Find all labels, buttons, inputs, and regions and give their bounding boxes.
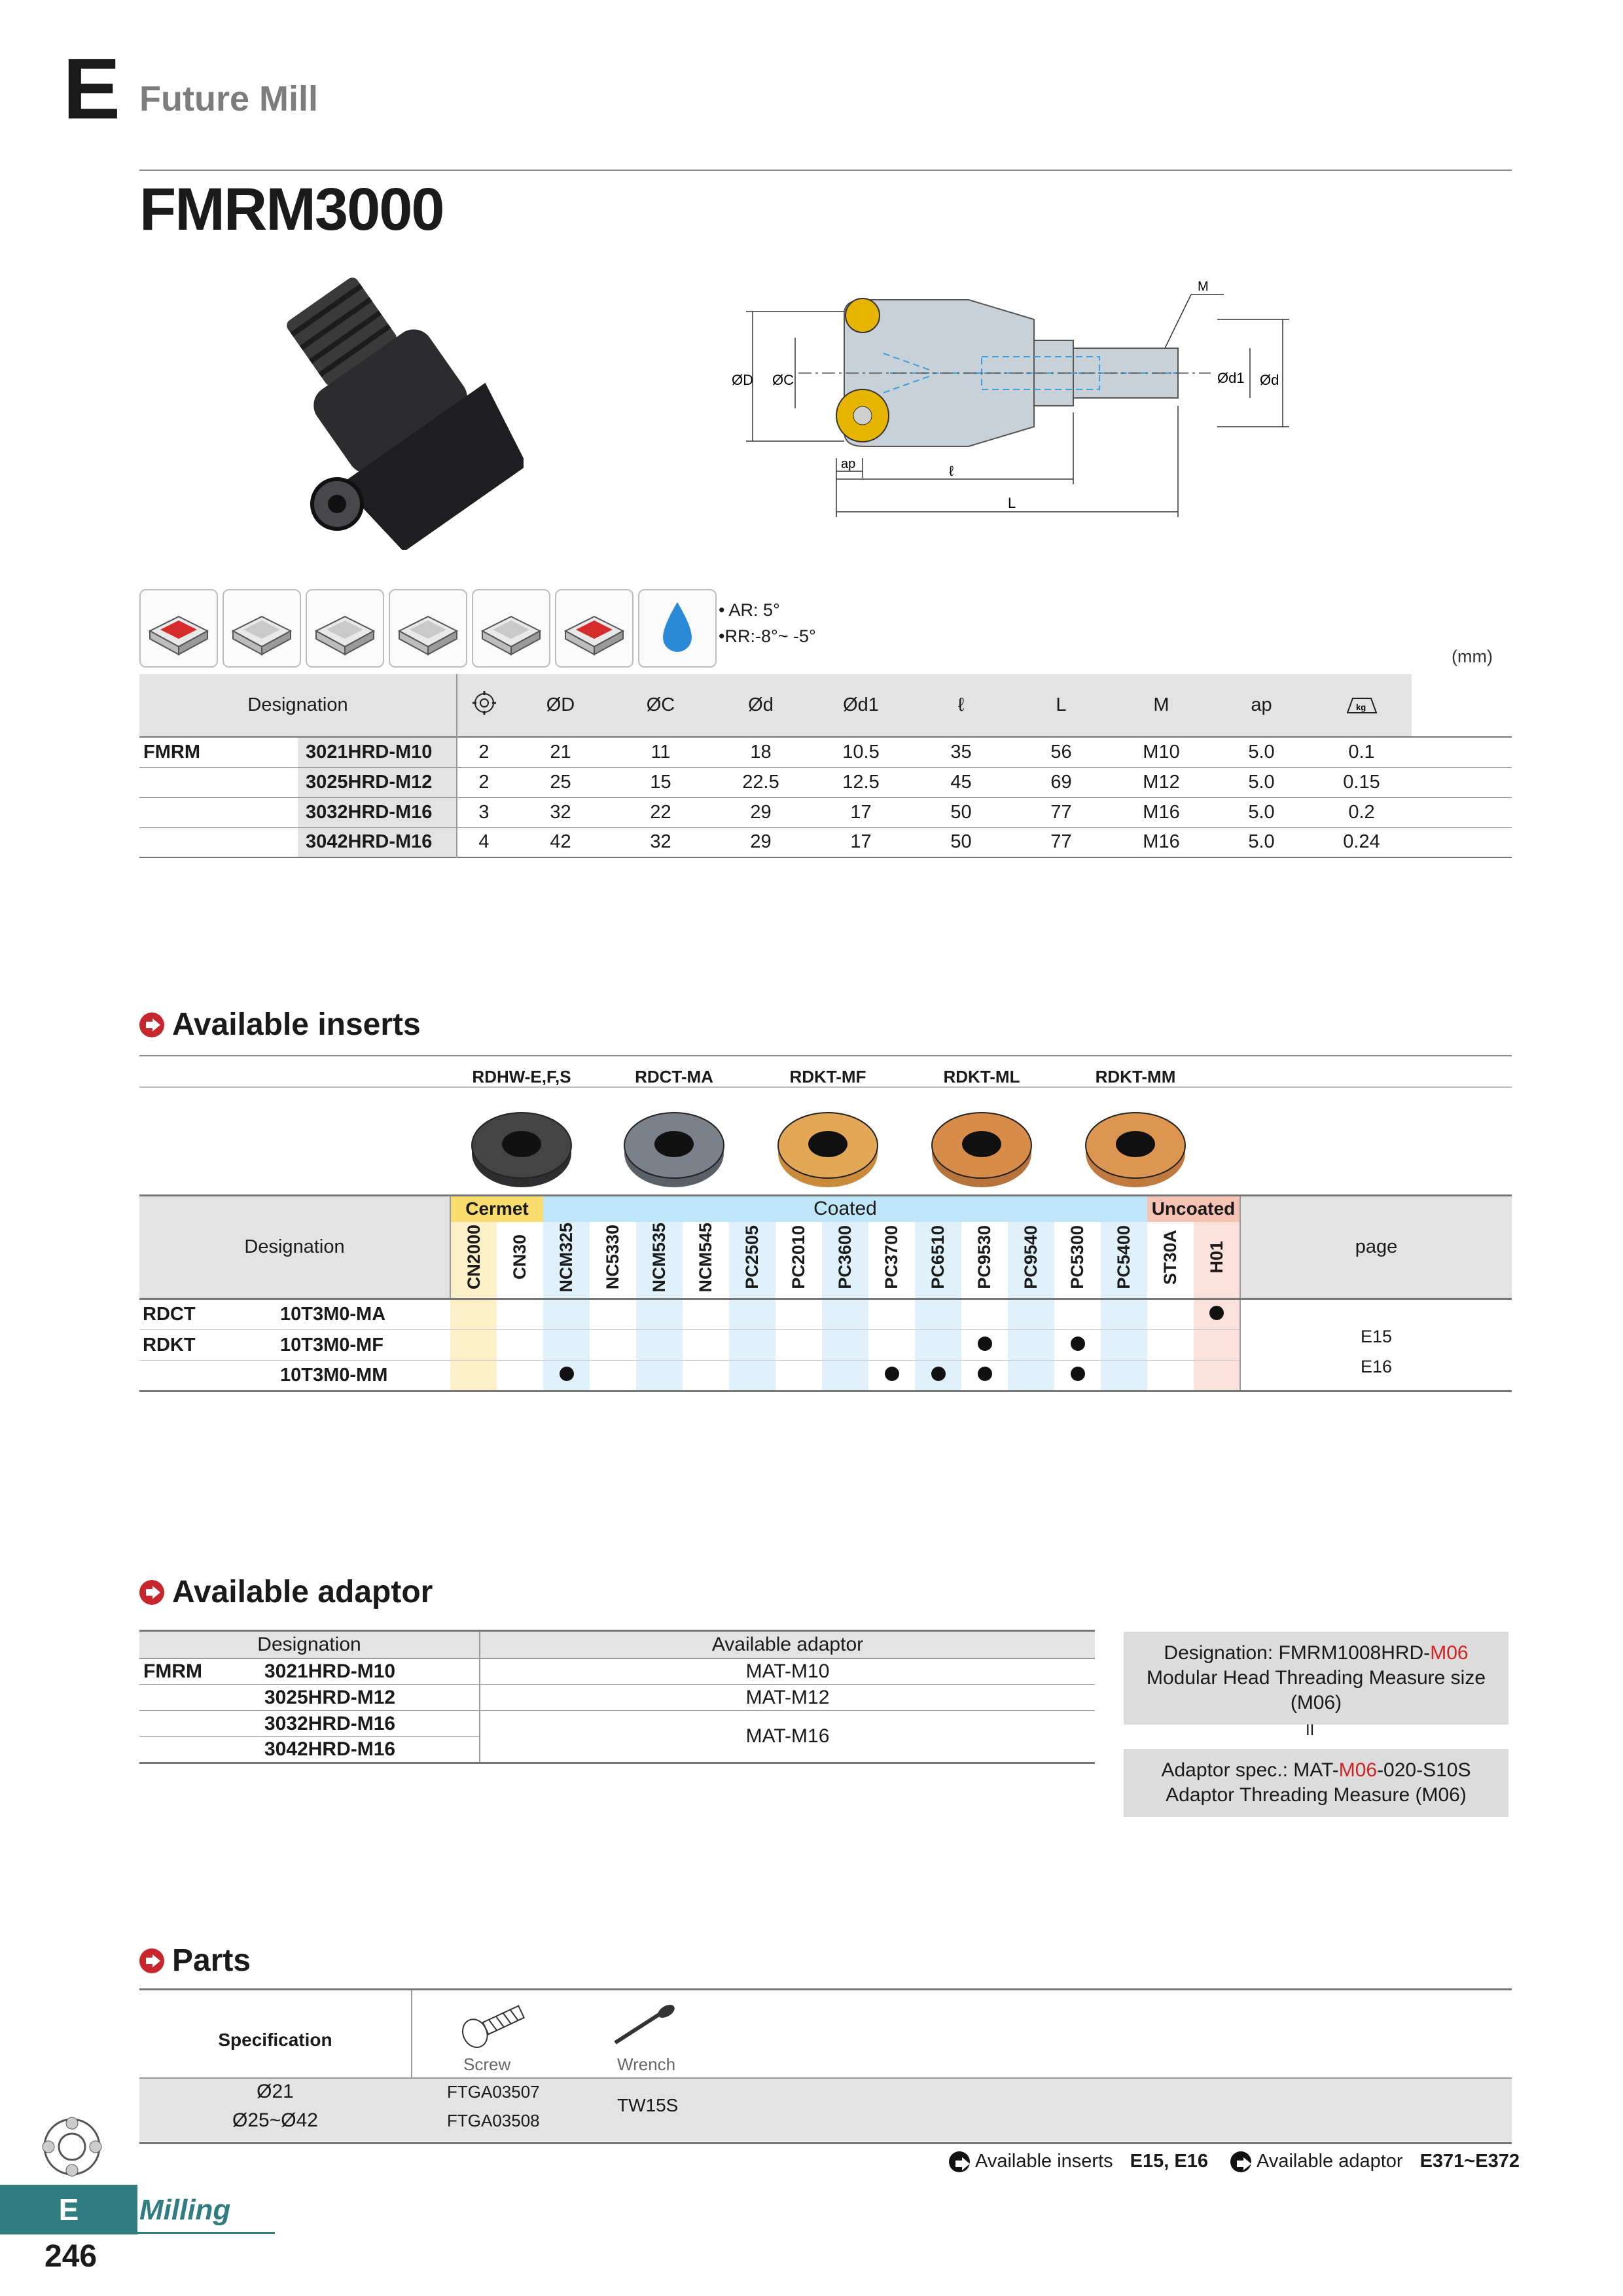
screw-label: Screw bbox=[463, 2054, 511, 2074]
grade-cell bbox=[636, 1361, 683, 1391]
insert-type-label: RDHW-E,F,S bbox=[472, 1067, 571, 1086]
spec-cell-M: M12 bbox=[1143, 771, 1180, 793]
wrench-label: Wrench bbox=[617, 2054, 676, 2074]
screw-icon bbox=[454, 2002, 532, 2048]
grade-header: PC5400 bbox=[1101, 1222, 1147, 1299]
grade-cell bbox=[961, 1330, 1008, 1361]
spec-cell-D: 32 bbox=[550, 801, 571, 823]
grade-header: PC9530 bbox=[974, 1225, 994, 1289]
grade-cell bbox=[497, 1299, 543, 1330]
grade-header: PC2505 bbox=[729, 1222, 776, 1299]
insert-type-label: RDKT-ML bbox=[943, 1067, 1020, 1086]
dim-label-l: ℓ bbox=[949, 463, 954, 479]
inserts-divider bbox=[139, 1055, 1512, 1056]
spec-cell-d: 29 bbox=[750, 831, 772, 853]
grade-cell bbox=[590, 1330, 636, 1361]
spec-cell-kg: 0.2 bbox=[1348, 801, 1375, 823]
grade-cell bbox=[1054, 1299, 1101, 1330]
footer-adaptor-label: Available adaptor bbox=[1257, 2151, 1403, 2172]
grade-cell bbox=[915, 1299, 961, 1330]
arrow-circle-icon bbox=[1230, 2151, 1251, 2172]
spec-cell-D: 42 bbox=[550, 831, 571, 853]
plunging-icon bbox=[472, 589, 550, 668]
availability-dot bbox=[978, 1367, 992, 1381]
grade-header: H01 bbox=[1194, 1222, 1240, 1299]
grade-cell bbox=[729, 1299, 776, 1330]
page-ref[interactable]: E16 bbox=[1360, 1356, 1393, 1376]
spec-cell-d: 29 bbox=[750, 801, 772, 823]
spec-table bbox=[139, 674, 1512, 858]
section-title: Future Mill bbox=[139, 79, 318, 118]
spec-cell-l: 50 bbox=[950, 831, 972, 853]
adaptor-heading: Available adaptor bbox=[139, 1574, 433, 1610]
arrow-circle-icon bbox=[139, 1580, 164, 1605]
dim-label-ap: ap bbox=[841, 457, 856, 471]
uncoated-header: Uncoated bbox=[1147, 1196, 1240, 1222]
grade-cell bbox=[776, 1330, 822, 1361]
page-ref[interactable]: E15 bbox=[1360, 1326, 1393, 1346]
slotting-icon bbox=[306, 589, 384, 668]
grade-page-refs bbox=[1240, 1299, 1512, 1391]
spec-group bbox=[139, 767, 298, 797]
section-tab-label: Milling bbox=[139, 2194, 231, 2226]
grade-cell bbox=[1054, 1330, 1101, 1361]
col-d: Ød bbox=[748, 694, 774, 715]
insert-image bbox=[466, 1100, 577, 1191]
grade-cell bbox=[776, 1299, 822, 1330]
grade-header: PC2010 bbox=[789, 1225, 808, 1289]
grade-cell bbox=[822, 1299, 868, 1330]
parts-spec-list bbox=[139, 2077, 411, 2135]
spec-cell-d1: 10.5 bbox=[842, 741, 880, 762]
spec-cell-ap: 5.0 bbox=[1248, 801, 1275, 823]
angle-info bbox=[719, 597, 816, 649]
grade-header: ST30A bbox=[1160, 1229, 1180, 1285]
spec-cell-L: 77 bbox=[1050, 801, 1072, 823]
grade-cell bbox=[590, 1361, 636, 1391]
adaptor-col-adaptor: Available adaptor bbox=[711, 1633, 864, 1655]
grade-cell bbox=[868, 1361, 915, 1391]
spec-row bbox=[139, 827, 1512, 857]
grade-cell bbox=[683, 1330, 729, 1361]
spec-group: FMRM bbox=[143, 741, 200, 762]
grade-cell bbox=[450, 1330, 497, 1361]
grade-cell bbox=[915, 1361, 961, 1391]
adaptor-col-designation: Designation bbox=[139, 1631, 480, 1659]
parts-spec-label: Specification bbox=[218, 2030, 332, 2050]
grade-row-code: 10T3M0-MA bbox=[280, 1304, 386, 1325]
grade-cell bbox=[636, 1330, 683, 1361]
page-title: FMRM3000 bbox=[139, 176, 444, 243]
grade-designation-header: Designation bbox=[139, 1196, 450, 1299]
dim-label-d: Ød bbox=[1260, 372, 1279, 388]
spec-cell-M: M16 bbox=[1143, 831, 1180, 853]
product-photo bbox=[249, 275, 524, 550]
dim-label-D: ØD bbox=[732, 372, 753, 388]
insert-grade-table bbox=[139, 1194, 1512, 1392]
insert-image bbox=[1080, 1100, 1191, 1191]
grade-cell bbox=[868, 1330, 915, 1361]
technical-drawing bbox=[720, 275, 1322, 524]
spec-cell-kg: 0.1 bbox=[1348, 741, 1375, 762]
grade-header: PC3600 bbox=[822, 1222, 868, 1299]
col-L: L bbox=[1056, 694, 1067, 715]
section-letter: E bbox=[63, 41, 121, 137]
grade-cell bbox=[822, 1361, 868, 1391]
adaptor-row-code: 3021HRD-M10 bbox=[264, 1659, 480, 1685]
parts-spec-value: Ø21 bbox=[257, 2081, 294, 2102]
grade-header: PC9540 bbox=[1008, 1222, 1054, 1299]
spec-cell-z: 2 bbox=[478, 741, 490, 762]
spec-cell-z: 3 bbox=[478, 801, 490, 823]
spec-code: 3025HRD-M12 bbox=[298, 767, 457, 797]
radial-rake-text: •RR:-8°~ -5° bbox=[719, 626, 816, 646]
grade-cell bbox=[868, 1299, 915, 1330]
col-D: ØD bbox=[546, 694, 575, 715]
footer-adaptor-pages: E371~E372 bbox=[1419, 2151, 1520, 2172]
svg-text:kg: kg bbox=[1355, 702, 1366, 712]
page-header: page bbox=[1240, 1196, 1512, 1299]
spec-cell-C: 22 bbox=[650, 801, 671, 823]
footer-inserts-pages: E15, E16 bbox=[1130, 2151, 1208, 2172]
grade-row bbox=[139, 1299, 1512, 1330]
grade-header: PC6510 bbox=[915, 1222, 961, 1299]
parts-wrench-value: TW15S bbox=[617, 2095, 679, 2115]
spec-cell-C: 32 bbox=[650, 831, 671, 853]
weight-icon bbox=[1311, 674, 1412, 737]
spec-cell-l: 45 bbox=[950, 771, 972, 793]
grade-cell bbox=[1194, 1299, 1240, 1330]
grade-cell bbox=[1194, 1361, 1240, 1391]
teeth-icon bbox=[457, 674, 510, 737]
adaptor-value: MAT-M12 bbox=[745, 1686, 830, 1708]
spec-cell-L: 69 bbox=[1050, 771, 1072, 793]
spec-code: 3042HRD-M16 bbox=[298, 827, 457, 857]
spec-cell-kg: 0.15 bbox=[1343, 771, 1380, 793]
parts-heading: Parts bbox=[139, 1943, 251, 1979]
grade-cell bbox=[1008, 1330, 1054, 1361]
grade-header: NCM545 bbox=[696, 1222, 715, 1293]
grade-cell bbox=[590, 1299, 636, 1330]
grade-cell bbox=[961, 1361, 1008, 1391]
section-tab-underline bbox=[137, 2232, 275, 2234]
coated-header: Coated bbox=[543, 1196, 1147, 1222]
grade-cell bbox=[1101, 1330, 1147, 1361]
col-M: M bbox=[1153, 694, 1169, 715]
spec-cell-L: 77 bbox=[1050, 831, 1072, 853]
availability-dot bbox=[560, 1367, 574, 1381]
grade-cell bbox=[729, 1330, 776, 1361]
availability-dot bbox=[931, 1367, 946, 1381]
inserts-heading: Available inserts bbox=[139, 1007, 421, 1043]
spec-cell-ap: 5.0 bbox=[1248, 741, 1275, 762]
grade-header: NCM535 bbox=[636, 1222, 683, 1299]
shoulder-milling-icon bbox=[223, 589, 301, 668]
grade-cell bbox=[961, 1299, 1008, 1330]
parts-table bbox=[139, 1988, 1512, 2144]
grade-cell bbox=[636, 1299, 683, 1330]
spec-cell-l: 35 bbox=[950, 741, 972, 762]
face-milling-icon bbox=[139, 589, 218, 668]
spec-cell-D: 21 bbox=[550, 741, 571, 762]
grade-cell bbox=[1008, 1299, 1054, 1330]
adaptor-row-code: 3025HRD-M12 bbox=[264, 1685, 480, 1711]
grade-cell bbox=[543, 1361, 590, 1391]
grade-cell bbox=[1008, 1361, 1054, 1391]
equals-sign: II bbox=[1306, 1721, 1315, 1739]
grade-cell bbox=[497, 1361, 543, 1391]
availability-dot bbox=[885, 1367, 899, 1381]
parts-screw-value: FTGA03507 bbox=[447, 2082, 540, 2102]
axial-rake-text: • AR: 5° bbox=[719, 600, 780, 620]
grade-row-code: 10T3M0-MF bbox=[280, 1334, 383, 1355]
spec-cell-d1: 17 bbox=[850, 801, 872, 823]
arrow-circle-icon bbox=[949, 2151, 970, 2172]
grade-cell bbox=[915, 1330, 961, 1361]
grade-cell bbox=[543, 1299, 590, 1330]
grade-cell bbox=[1054, 1361, 1101, 1391]
grade-cell bbox=[1101, 1299, 1147, 1330]
spec-cell-l: 50 bbox=[950, 801, 972, 823]
col-d1: Ød1 bbox=[843, 694, 879, 715]
spec-code: 3032HRD-M16 bbox=[298, 797, 457, 827]
section-tab[interactable]: E bbox=[0, 2185, 137, 2234]
adaptor-row-code: 3042HRD-M16 bbox=[264, 1737, 480, 1763]
parts-screw-value: FTGA03508 bbox=[447, 2111, 540, 2130]
spec-code: 3021HRD-M10 bbox=[298, 737, 457, 767]
grade-header: PC3700 bbox=[882, 1225, 901, 1289]
adaptor-spec-note: Adaptor spec.: MAT-M06-020-S10S Adaptor Threading Measure (M06) bbox=[1124, 1749, 1508, 1817]
grade-cell bbox=[729, 1361, 776, 1391]
spec-cell-d1: 17 bbox=[850, 831, 872, 853]
adaptor-row-code: 3032HRD-M16 bbox=[264, 1711, 480, 1737]
insert-image bbox=[772, 1100, 883, 1191]
adaptor-group: FMRM bbox=[143, 1660, 202, 1682]
grade-cell bbox=[776, 1361, 822, 1391]
availability-dot bbox=[1071, 1367, 1085, 1381]
insert-type-label: RDCT-MA bbox=[635, 1067, 713, 1086]
grade-row-type: RDCT bbox=[143, 1304, 196, 1325]
spec-cell-z: 2 bbox=[478, 771, 490, 793]
page-number: 246 bbox=[45, 2239, 98, 2274]
grade-cell bbox=[1101, 1361, 1147, 1391]
grade-cell bbox=[450, 1299, 497, 1330]
insert-image bbox=[618, 1100, 730, 1191]
footer-adaptor-link[interactable] bbox=[1230, 2151, 1520, 2172]
availability-dot bbox=[1209, 1306, 1224, 1320]
grade-header: CN30 bbox=[510, 1234, 529, 1280]
designation-note: Designation: FMRM1008HRD-M06 Modular Head Threading Measure size (M06) bbox=[1124, 1632, 1508, 1725]
col-ap: ap bbox=[1251, 694, 1272, 715]
availability-dot bbox=[1071, 1336, 1085, 1351]
grade-cell bbox=[683, 1299, 729, 1330]
insert-type-label: RDKT-MF bbox=[789, 1067, 866, 1086]
col-designation: Designation bbox=[139, 674, 457, 737]
grade-row-code: 10T3M0-MM bbox=[280, 1365, 388, 1386]
parts-spec-value: Ø25~Ø42 bbox=[232, 2109, 318, 2131]
spec-cell-D: 25 bbox=[550, 771, 571, 793]
coolant-icon bbox=[638, 589, 717, 668]
adaptor-value: MAT-M10 bbox=[745, 1660, 830, 1682]
dim-label-L: L bbox=[1008, 495, 1016, 511]
col-C: ØC bbox=[646, 694, 675, 715]
arrow-circle-icon bbox=[139, 1948, 164, 1973]
grade-header: NC5330 bbox=[603, 1225, 622, 1290]
footer-inserts-label: Available inserts bbox=[975, 2151, 1113, 2172]
grade-cell bbox=[543, 1330, 590, 1361]
spec-row bbox=[139, 797, 1512, 827]
availability-dot bbox=[978, 1336, 992, 1351]
arrow-circle-icon bbox=[139, 1013, 164, 1037]
spec-cell-M: M16 bbox=[1143, 801, 1180, 823]
spec-row bbox=[139, 737, 1512, 767]
cermet-header: Cermet bbox=[450, 1196, 543, 1222]
grade-cell bbox=[1147, 1330, 1194, 1361]
grade-cell bbox=[822, 1330, 868, 1361]
footer-inserts-link[interactable] bbox=[949, 2151, 1208, 2172]
grade-header: PC5300 bbox=[1067, 1225, 1087, 1289]
spec-cell-M: M10 bbox=[1143, 741, 1180, 762]
unit-label: (mm) bbox=[1452, 647, 1493, 666]
pocketing-icon bbox=[389, 589, 467, 668]
grade-header: CN2000 bbox=[450, 1222, 497, 1299]
header-divider bbox=[139, 170, 1512, 171]
dim-label-d1: Ød1 bbox=[1217, 370, 1245, 386]
dim-label-C: ØC bbox=[772, 372, 794, 388]
spec-cell-C: 11 bbox=[651, 741, 671, 762]
dim-label-M: M bbox=[1198, 279, 1209, 294]
spec-group bbox=[139, 797, 298, 827]
spec-cell-kg: 0.24 bbox=[1343, 831, 1380, 853]
spec-cell-d: 22.5 bbox=[742, 771, 779, 793]
col-l: ℓ bbox=[957, 694, 965, 715]
adaptor-value: MAT-M16 bbox=[745, 1725, 830, 1747]
insert-image bbox=[926, 1100, 1037, 1191]
spec-cell-L: 56 bbox=[1050, 741, 1072, 762]
grade-cell bbox=[497, 1330, 543, 1361]
spec-cell-d: 18 bbox=[750, 741, 772, 762]
grade-cell bbox=[450, 1361, 497, 1391]
spec-cell-C: 15 bbox=[650, 771, 671, 793]
milling-cutter-icon bbox=[39, 2114, 105, 2179]
grade-cell bbox=[1147, 1299, 1194, 1330]
grade-cell bbox=[1147, 1361, 1194, 1391]
adaptor-table bbox=[139, 1630, 1095, 1764]
spec-cell-d1: 12.5 bbox=[842, 771, 880, 793]
grade-header: NCM325 bbox=[543, 1222, 590, 1299]
grade-cell bbox=[683, 1361, 729, 1391]
insert-type-label: RDKT-MM bbox=[1095, 1067, 1176, 1086]
spec-cell-ap: 5.0 bbox=[1248, 831, 1275, 853]
spec-cell-ap: 5.0 bbox=[1248, 771, 1275, 793]
grade-cell bbox=[1194, 1330, 1240, 1361]
grade-row-type: RDKT bbox=[143, 1334, 196, 1355]
parts-screw-list bbox=[447, 2077, 540, 2135]
spec-group bbox=[139, 827, 298, 857]
spec-row bbox=[139, 767, 1512, 797]
wrench-icon bbox=[609, 2003, 681, 2049]
spec-cell-z: 4 bbox=[478, 831, 490, 853]
ramping-icon bbox=[555, 589, 633, 668]
